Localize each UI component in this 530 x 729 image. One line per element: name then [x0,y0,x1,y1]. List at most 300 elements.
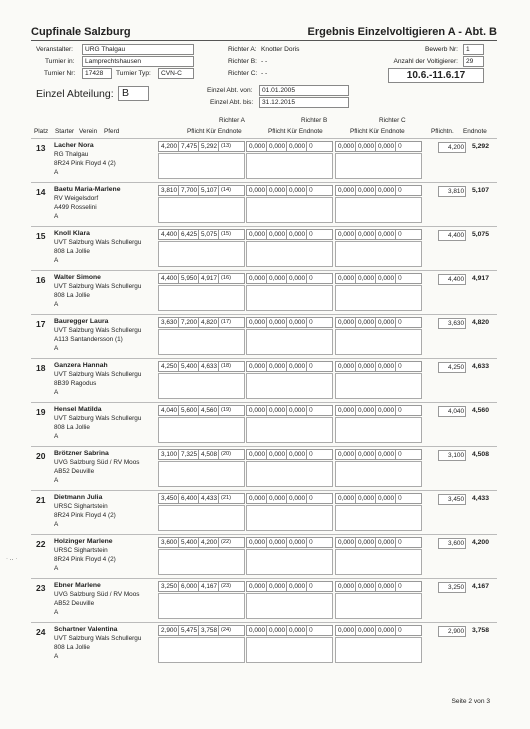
rank-in-judge: () [309,187,313,193]
col-richter-a: Richter A [219,117,245,124]
richter-c-scores [335,625,422,636]
score-cell: 0,000 [249,495,265,502]
rank-in-judge: () [309,231,313,237]
score-cell: 6,425 [181,231,197,238]
score-cell: 0,000 [338,407,354,414]
table-row [31,402,497,446]
platz-value: 23 [36,583,46,593]
pflicht-total: 3,100 [438,450,466,461]
score-cell: 0,000 [249,275,265,282]
score-cell: 0,000 [269,363,285,370]
richter-b-scores [246,141,333,152]
score-cell: 3,600 [161,539,177,546]
col-platz: Platz [34,128,49,135]
abt-von-field: 01.01.2005 [259,85,349,96]
header-rule [31,40,497,41]
score-cell: 0,000 [378,539,394,546]
pflicht-total: 3,810 [438,186,466,197]
score-cell: 5,107 [201,187,217,194]
richter-a-scores [158,273,245,284]
col-richter-b: Richter B [301,117,328,124]
scan-mark: · ‥ · [6,556,18,562]
score-cell: 4,560 [201,407,217,414]
verein-value: RG Thalgau [54,151,89,158]
result-title: Ergebnis Einzelvoltigieren A - Abt. B [307,26,497,38]
score-cell: 0,000 [249,187,265,194]
richter-a-scores [158,405,245,416]
col-starter: Starter [55,128,75,135]
score-cell: 2,900 [161,627,177,634]
pferd-value: AB52 Deuville [54,600,95,607]
rank-in-judge: () [309,275,313,281]
score-cell: 0,000 [249,451,265,458]
turnier-in-label: Turnier in: [45,58,75,65]
table-row [31,534,497,578]
score-cell: 0,000 [358,363,374,370]
abt-bis-field: 31.12.2015 [259,97,349,108]
event-title: Cupfinale Salzburg [31,26,131,38]
platz-value: 22 [36,539,46,549]
score-cell: 0,000 [338,319,354,326]
pferd-value: 808 La Jollie [54,644,90,651]
notes-cell [246,417,333,443]
rank-in-judge: () [398,143,402,149]
score-cell: 4,820 [201,319,217,326]
richter-b-value: - - [261,58,268,65]
richter-a-scores [158,361,245,372]
verein-value: UVT Salzburg Wals Schullergu [54,371,142,378]
einzel-abteilung-label: Einzel Abteilung: [36,88,114,100]
richter-b-scores [246,185,333,196]
score-cell: 0,000 [289,143,305,150]
pflicht-total: 2,900 [438,626,466,637]
score-cell: 4,200 [161,143,177,150]
score-cell: 4,633 [201,363,217,370]
score-cell: 4,400 [161,231,177,238]
score-cell: 0,000 [249,143,265,150]
notes-cell [246,505,333,531]
verein-value: UVT Salzburg Wals Schullergu [54,239,142,246]
table-row [31,314,497,358]
score-cell: 0,000 [289,275,305,282]
score-cell: 0,000 [289,231,305,238]
platz-value: 19 [36,407,46,417]
richter-b-label: Richter B: [228,58,257,65]
score-cell: 0,000 [358,143,374,150]
score-cell: 5,600 [181,407,197,414]
score-cell: 0,000 [378,583,394,590]
notes-cell [158,153,245,179]
starter-name: Walter Simone [54,274,101,281]
turnier-nr-label: Turnier Nr: [44,70,76,77]
richter-c-label: Richter C: [228,70,258,77]
rank-in-judge: (24) [221,627,231,633]
score-cell: 0,000 [358,187,374,194]
richter-b-scores [246,625,333,636]
richter-a-scores [158,229,245,240]
pferd-value: AB52 Deuville [54,468,95,475]
notes-cell [158,241,245,267]
turnier-nr-field: 17428 [82,68,112,79]
richter-c-scores [335,493,422,504]
notes-cell [246,549,333,575]
pflicht-total: 4,040 [438,406,466,417]
rank-in-judge: () [398,495,402,501]
notes-cell [158,637,245,663]
pflicht-total: 4,200 [438,142,466,153]
turnier-in-field: Lamprechtshausen [82,56,194,67]
rank-in-judge: () [398,363,402,369]
pferd-value: 8B39 Ragodus [54,380,97,387]
score-cell: 6,400 [181,495,197,502]
verein-value: UVT Salzburg Wals Schullergu [54,283,142,290]
score-cell: 0,000 [338,539,354,546]
richter-c-scores [335,449,422,460]
pflicht-total: 3,450 [438,494,466,505]
pferd-value: 808 La Jollie [54,424,90,431]
rank-in-judge: () [309,495,313,501]
notes-cell [246,285,333,311]
richter-a-scores [158,185,245,196]
score-cell: 0,000 [269,319,285,326]
score-cell: 0,000 [338,187,354,194]
rank-in-judge: (19) [221,407,231,413]
rank-in-judge: () [309,583,313,589]
score-cell: 0,000 [378,451,394,458]
abt-bis-label: Einzel Abt. bis: [210,99,254,106]
einzel-abteilung-field: B [118,86,149,101]
col-richter-c: Richter C [379,117,406,124]
richter-b-scores [246,449,333,460]
score-cell: 0,000 [289,187,305,194]
score-cell: 0,000 [269,187,285,194]
score-cell: 0,000 [358,495,374,502]
score-cell: 0,000 [338,363,354,370]
notes-cell [246,153,333,179]
table-row [31,138,497,182]
score-cell: 0,000 [358,275,374,282]
verein-value: UVG Salzburg Süd / RV Moos [54,459,140,466]
verein-value: RV Weigelsdorf [54,195,99,202]
rank-in-judge: (13) [221,143,231,149]
notes-cell [246,197,333,223]
notes-cell [335,197,422,223]
score-cell: 0,000 [269,275,285,282]
starter-name: Schartner Valentina [54,626,118,633]
rank-in-judge: () [309,319,313,325]
extra-value: A [54,345,59,352]
starter-name: Bauregger Laura [54,318,109,325]
richter-a-scores [158,537,245,548]
score-cell: 0,000 [338,143,354,150]
anzahl-label: Anzahl der Voltigierer: [393,58,458,65]
score-cell: 0,000 [378,187,394,194]
platz-value: 14 [36,187,46,197]
starter-name: Knoll Klara [54,230,90,237]
richter-a-scores [158,625,245,636]
notes-cell [335,373,422,399]
score-cell: 3,758 [201,627,217,634]
platz-value: 15 [36,231,46,241]
richter-c-scores [335,141,422,152]
richter-b-scores [246,581,333,592]
notes-cell [246,637,333,663]
endnote-total: 5,292 [471,143,489,150]
score-cell: 0,000 [269,451,285,458]
rank-in-judge: () [398,539,402,545]
richter-a-value: Knotter Doris [261,46,300,53]
score-cell: 0,000 [289,319,305,326]
notes-cell [158,373,245,399]
richter-a-scores [158,317,245,328]
score-cell: 5,075 [201,231,217,238]
richter-c-scores [335,537,422,548]
score-cell: 0,000 [289,451,305,458]
richter-b-scores [246,361,333,372]
rank-in-judge: () [309,539,313,545]
starter-name: Ebner Marlene [54,582,101,589]
extra-value: A [54,213,59,220]
score-cell: 0,000 [338,627,354,634]
score-cell: 5,292 [201,143,217,150]
rank-in-judge: (20) [221,451,231,457]
rank-in-judge: () [309,407,313,413]
pferd-value: 8R24 Pink Floyd 4 (2) [54,556,116,563]
score-cell: 0,000 [358,319,374,326]
table-row [31,578,497,622]
score-cell: 0,000 [249,407,265,414]
col-verein: Verein [79,128,98,135]
score-cell: 0,000 [249,363,265,370]
endnote-total: 4,433 [471,495,489,502]
col-endnote: Endnote [463,128,487,135]
notes-cell [335,549,422,575]
veranstalter-label: Veranstalter: [36,46,74,53]
endnote-total: 4,633 [471,363,489,370]
pflicht-total: 4,400 [438,230,466,241]
notes-cell [246,373,333,399]
table-row [31,226,497,270]
richter-a-scores [158,449,245,460]
score-cell: 4,040 [161,407,177,414]
col-sub-b: Pflicht Kür Endnote [268,128,323,135]
score-cell: 7,325 [181,451,197,458]
notes-cell [335,505,422,531]
score-cell: 0,000 [378,407,394,414]
extra-value: A [54,565,59,572]
score-cell: 0,000 [269,583,285,590]
endnote-total: 4,167 [471,583,489,590]
table-row [31,358,497,402]
endnote-total: 4,820 [471,319,489,326]
rank-in-judge: (14) [221,187,231,193]
rank-in-judge: () [398,231,402,237]
starter-name: Ganzera Hannah [54,362,108,369]
score-cell: 0,000 [289,627,305,634]
richter-b-scores [246,405,333,416]
starter-name: Lacher Nora [54,142,94,149]
platz-value: 20 [36,451,46,461]
score-cell: 0,000 [358,451,374,458]
col-pflichtn: Pflichtn. [431,128,454,135]
richter-c-scores [335,405,422,416]
platz-value: 18 [36,363,46,373]
richter-c-scores [335,229,422,240]
score-cell: 0,000 [249,583,265,590]
rank-in-judge: (22) [221,539,231,545]
starter-name: Dietmann Julia [54,494,103,501]
pflicht-total: 3,630 [438,318,466,329]
richter-c-scores [335,361,422,372]
notes-cell [335,329,422,355]
turnier-typ-field: CVN-C [158,68,194,79]
starter-name: Baetu Maria-Marlene [54,186,121,193]
rank-in-judge: (21) [221,495,231,501]
richter-a-scores [158,581,245,592]
score-cell: 0,000 [378,231,394,238]
rank-in-judge: (18) [221,363,231,369]
starter-name: Brötzner Sabrina [54,450,109,457]
richter-a-label: Richter A: [228,46,257,53]
rank-in-judge: () [398,407,402,413]
rank-in-judge: () [398,187,402,193]
richter-c-scores [335,273,422,284]
endnote-total: 4,917 [471,275,489,282]
score-cell: 4,167 [201,583,217,590]
notes-cell [158,329,245,355]
notes-cell [335,241,422,267]
notes-cell [246,461,333,487]
rank-in-judge: () [309,627,313,633]
turnier-typ-label: Turnier Typ: [116,70,151,77]
score-cell: 3,250 [161,583,177,590]
richter-c-value: - - [261,70,268,77]
date-range: 10.6.-11.6.17 [388,68,484,83]
rank-in-judge: () [398,319,402,325]
score-cell: 0,000 [378,495,394,502]
endnote-total: 5,075 [471,231,489,238]
starter-name: Hensel Matilda [54,406,102,413]
extra-value: A [54,301,59,308]
score-cell: 0,000 [338,451,354,458]
score-cell: 0,000 [269,495,285,502]
notes-cell [158,593,245,619]
endnote-total: 3,758 [471,627,489,634]
extra-value: A [54,433,59,440]
notes-cell [158,417,245,443]
endnote-total: 5,107 [471,187,489,194]
richter-c-scores [335,185,422,196]
pflicht-total: 3,600 [438,538,466,549]
score-cell: 3,100 [161,451,177,458]
score-cell: 7,200 [181,319,197,326]
table-row [31,622,497,666]
extra-value: A [54,609,59,616]
richter-a-scores [158,141,245,152]
score-cell: 3,810 [161,187,177,194]
score-cell: 0,000 [338,231,354,238]
notes-cell [246,329,333,355]
score-cell: 0,000 [378,363,394,370]
score-cell: 0,000 [378,319,394,326]
notes-cell [246,593,333,619]
rank-in-judge: (15) [221,231,231,237]
richter-c-scores [335,317,422,328]
table-row [31,490,497,534]
verein-value: UVG Salzburg Süd / RV Moos [54,591,140,598]
pferd-value: A499 Rosselini [54,204,97,211]
platz-value: 16 [36,275,46,285]
notes-cell [335,417,422,443]
bewerb-nr-field: 1 [463,44,484,55]
notes-cell [335,461,422,487]
notes-cell [335,593,422,619]
notes-cell [335,153,422,179]
col-pferd: Pferd [104,128,120,135]
platz-value: 17 [36,319,46,329]
extra-value: A [54,521,59,528]
rank-in-judge: (23) [221,583,231,589]
score-cell: 0,000 [269,407,285,414]
score-cell: 6,000 [181,583,197,590]
score-cell: 0,000 [358,539,374,546]
pflicht-total: 4,400 [438,274,466,285]
rank-in-judge: () [309,143,313,149]
rank-in-judge: (16) [221,275,231,281]
score-cell: 0,000 [378,275,394,282]
score-cell: 4,200 [201,539,217,546]
score-cell: 0,000 [358,583,374,590]
rank-in-judge: () [309,451,313,457]
notes-cell [158,285,245,311]
pflicht-total: 3,250 [438,582,466,593]
platz-value: 21 [36,495,46,505]
notes-cell [158,505,245,531]
score-cell: 5,400 [181,539,197,546]
pferd-value: 8R24 Pink Floyd 4 (2) [54,160,116,167]
veranstalter-field: URG Thalgau [82,44,194,55]
score-cell: 0,000 [249,319,265,326]
platz-value: 24 [36,627,46,637]
notes-cell [246,241,333,267]
extra-value: A [54,169,59,176]
pflicht-total: 4,250 [438,362,466,373]
score-cell: 0,000 [289,539,305,546]
rank-in-judge: () [398,583,402,589]
pferd-value: 808 La Jollie [54,292,90,299]
page-number: Seite 2 von 3 [451,698,490,705]
richter-b-scores [246,537,333,548]
score-cell: 4,433 [201,495,217,502]
rank-in-judge: () [309,363,313,369]
score-cell: 0,000 [289,583,305,590]
col-sub-c: Pflicht Kür Endnote [350,128,405,135]
verein-value: URSC Sighartstein [54,547,108,554]
score-cell: 0,000 [289,495,305,502]
score-cell: 5,400 [181,363,197,370]
extra-value: A [54,477,59,484]
score-cell: 7,475 [181,143,197,150]
score-cell: 4,400 [161,275,177,282]
verein-value: URSC Sighartstein [54,503,108,510]
richter-b-scores [246,273,333,284]
notes-cell [335,637,422,663]
score-cell: 0,000 [289,363,305,370]
score-cell: 0,000 [378,143,394,150]
score-cell: 4,250 [161,363,177,370]
anzahl-field: 29 [463,56,484,67]
notes-cell [158,197,245,223]
